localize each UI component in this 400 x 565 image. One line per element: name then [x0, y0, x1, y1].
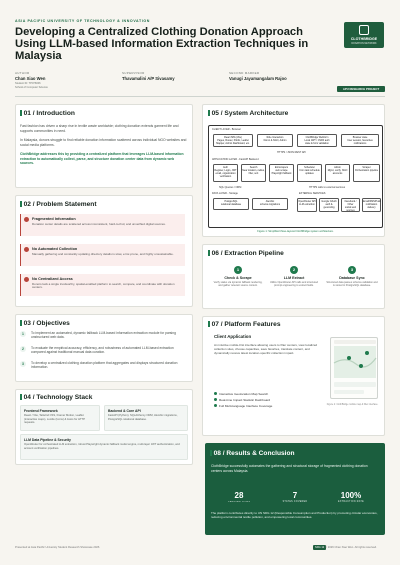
problem-heading: 02 / Problem Statement [20, 201, 97, 208]
feature-item: Real-time Impact Statistic Dashboard [214, 398, 270, 402]
objectives-heading: 03 / Objectives [20, 320, 70, 327]
pipeline-step: 3 Database Sync Structured data passes schema validation and is stored in PostgreSQL database. [326, 267, 378, 288]
results-p1: ClothBridge successfully automates the gathering and structural storage of fragmented clothing donation centers across Malaysia. [211, 464, 368, 473]
author-block: AUTHOR Chan Xiao Wen Student ID: TP076006 School of Computer Science [15, 71, 48, 89]
objective-text: To evaluate the empirical accuracy, efficiency, and robustness of automated LLM-based extraction compared against traditional manual data curation. [31, 346, 174, 355]
project-badge: APU RESEARCH PROJECT [337, 86, 385, 92]
footer-left: Presented at Asia Pacific University Student Research Showcase 2026 [15, 546, 100, 549]
results-p2: The platform contributes directly to UN SDG 12 (Responsible Consumption and Production) by promoting circular economies, reducing environmental textile pollution, and empowering local communities. [211, 511, 378, 519]
marker-name: Vanugi Jayamangalam Rajoo [229, 76, 287, 81]
intro-p2: In Malaysia, donors struggle to find reliable donation information scattered across individual NGO websites and social media platforms. [20, 138, 187, 147]
logo-text: CLOTHBRIDGE [350, 37, 378, 41]
objective-number: 1 [20, 331, 26, 337]
pipeline-step: 2 LLM Extract Utilize OpenRouter API calls and structured prompt engineering to extract fields. [269, 267, 319, 288]
tech-heading: 04 / Technology Stack [20, 394, 92, 401]
features-caption: Figure 2: ClothBridge mobile map & filter interface. [326, 404, 379, 406]
architecture-diagram: CLIENT LAYER - Browser React SPA (Vite) Pages, Router, Public, Leaflet Mapper, Admin Dashboard, etc. Role Interaction Donor & NGO, Admin ClothBridge Webform Local JWT / CSRF auth state & form validation Browser state User session, favourites notifications HTTPS / JSON REST API APPLICATION LAYER - FastAPI Backend Auth Register, Login, JWT email, organization verification Search Near location, radius, filter, sort Ext/scrapers web scrape Playwright fallback Scheduler Cron task schedule updates Admin Mgmt, verify, NGO accounts Scraper Orchestration pipeline SQL Queries / ORM HTTPS calls to external services DATA LAYER - Storage EXTERNAL SERVICES PostgreSQL relational database Alembic schema migrations OpenRouter API LLM extraction Google OAuth auth & geocoding Facebook / Other social web sources Email/SMS/Push notification delivery [208, 125, 383, 228]
sdg-badge: SDG 12 [315, 545, 325, 549]
map-illustration [331, 338, 379, 400]
arch-caption: Figure 1: Simplified three-layered ClothBridge system architecture. [257, 230, 334, 233]
results-heading: 08 / Results & Conclusion [210, 450, 295, 457]
feature-item: Interactive Geolocation Map Search [214, 392, 268, 396]
client-app-desc: An intuitive mobile-first interface allowing users to filter centers, view localized collection sites, choose capacities, save favorites, translate content, and dynamically receive latest location-specific collection impact. [214, 343, 318, 355]
stat-verified: 28 VERIFIED SITES [227, 491, 251, 503]
objective-number: 2 [20, 346, 26, 352]
alert-icon [24, 277, 29, 282]
problem-item: No Automated Collection Manually gathering and constantly updating directory details is slow, error-prone, and highly unsustainable. [20, 244, 185, 266]
objective-text: To develop a centralized clothing donation platform that aggregates and displays structured donation information. [31, 361, 178, 370]
client-app-heading: Client Application [214, 334, 252, 339]
alert-icon [24, 247, 29, 252]
arch-heading: 05 / System Architecture [208, 110, 288, 117]
tech-box: Frontend Framework React / Vite, Tailwind CSS, Framer Motion, Leaflet (interactive maps), Lucide (Icons) & Axios for HTTP requests. [20, 405, 100, 431]
supervisor-block: SUPERVISOR Thavamalini A/P Sivasamy [122, 71, 175, 81]
features-heading: 07 / Platform Features [208, 321, 281, 328]
stat-states: 7 STATES COVERED [282, 491, 308, 503]
university-name: ASIA PACIFIC UNIVERSITY OF TECHNOLOGY & INNOVATION [15, 19, 150, 23]
footer-right: © 2026 Chan Xiao Wen. All rights reserved. [325, 546, 377, 549]
author-id: Student ID: TP076006 [15, 82, 41, 85]
logo-subtext: DONATION NETWORK [351, 42, 377, 45]
pipeline-heading: 06 / Extraction Pipeline [208, 250, 284, 257]
problem-item: Fragmented Information Donation center details are scattered across inconsistent, hard-to-find, and unverified digital sources. [20, 214, 185, 236]
tech-box: Backend & Core API FastAPI (Python), SQLAlchemy ORM, Alembic migrations, PostgreSQL relational database. [104, 405, 188, 431]
check-icon [214, 398, 217, 401]
objective-text: To implement an automated, dynamic fallback LLM-based information extraction module for parsing unstructured web data. [31, 331, 176, 340]
logo-icon [359, 25, 369, 35]
intro-p3: ClothBridge addresses this by providing a centralized platform that leverages LLM-based information extraction to automatically collect, parse, and structure donation center data from dynamic web sources. [20, 152, 184, 165]
objective-number: 3 [20, 361, 26, 367]
poster-title: Developing a Centralized Clothing Donation Approach Using LLM-based Information Extraction Techniques in Malaysia [15, 26, 309, 63]
alert-icon [24, 217, 29, 222]
feature-item: Full Multi-language Interface Coverage [214, 404, 272, 408]
tech-box: LLM Data Pipeline & Security OpenRouter for orchestrated LLM extraction, robust Playwright dynamic fallback model engine, multi-layer JWT authentication, and account verification pipelines. [20, 434, 188, 460]
supervisor-name: Thavamalini A/P Sivasamy [122, 76, 175, 81]
check-icon [214, 404, 217, 407]
clothbridge-logo [344, 22, 384, 48]
mobile-map-mockup [330, 337, 378, 399]
marker-block: SECOND MARKER Vanugi Jayamangalam Rajoo [229, 71, 287, 81]
problem-item: No Centralized Access Donors lack a single trustworthy, spatial-enabled platform to search, compare, and coordinate with donation centers. [20, 274, 185, 296]
author-dept: School of Computer Science [15, 86, 48, 89]
author-name: Chan Xiao Wen [15, 76, 46, 81]
header-divider [15, 96, 385, 97]
check-icon [214, 392, 217, 395]
intro-p1: Fast fashion has driven a sharp rise in textile waste worldwide; clothing donation extends garment life and supports communities in need. [20, 124, 179, 133]
intro-heading: 01 / Introduction [20, 110, 75, 117]
stat-rate: 100% EXTRACTION RATE [338, 491, 364, 503]
pipeline-step: 1 Check & Scrape Verify status via dynamic fallback rendering, and gather relevant source content. [213, 267, 263, 288]
